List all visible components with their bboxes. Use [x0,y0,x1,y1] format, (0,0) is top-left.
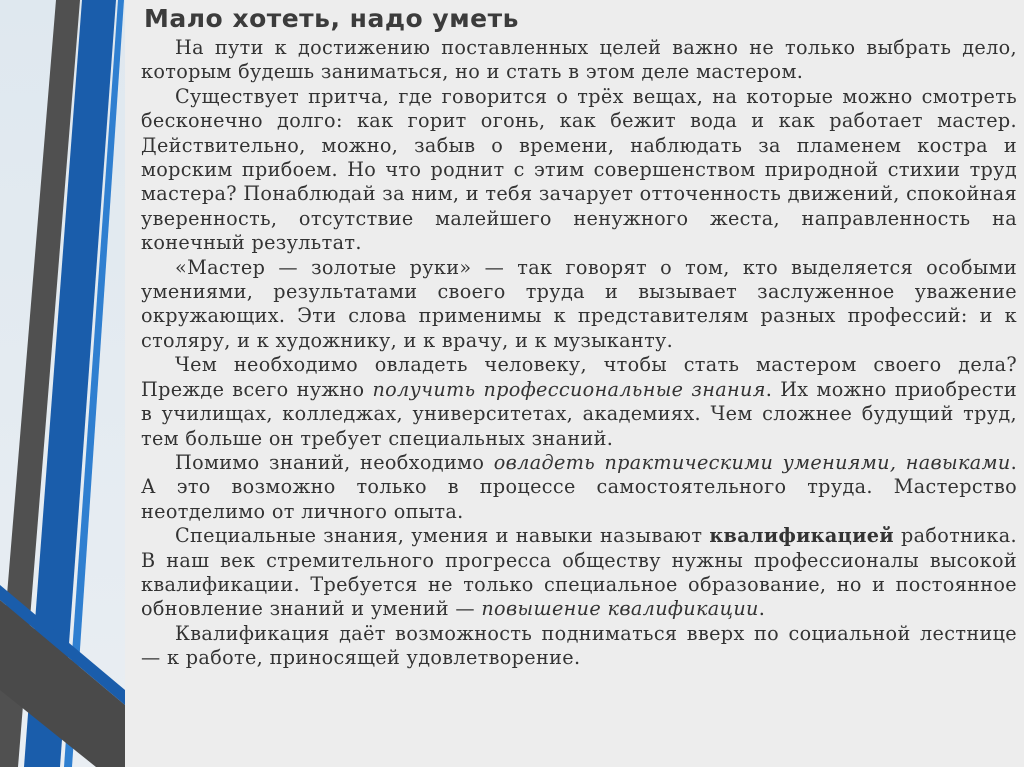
bold-term: квалификацией [709,524,894,548]
paragraph [141,353,1017,451]
italic-term: повышение квалификации [481,597,759,621]
paragraph [141,36,1017,85]
italic-term: получить профессиональные знания [372,377,766,401]
paragraph [141,622,1017,671]
text-run: Специальные знания, умения и навыки называют [175,524,710,548]
text-run: Чем необходимо овладеть человеку, чтобы стать мастером своего дела? Прежде всего нужно [141,353,1017,401]
text-run: Существует притча, где говорится о трёх вещах, на которые можно смотреть бесконечно долго: как горит огонь, как бежит вода и как работает мастер. Действительно, можно, забыв о времени, наблюдать за пламенем костра и морским прибоем. Но что роднит с этим совершенством природной стихии труд мастера? Понаблюдай за ним, и тебя зачарует отточенность движений, спокойная уверенность, отсутствие малейшего ненужного жеста, направленность на конечный результат. [141,84,1018,255]
text-run: . [758,597,766,621]
body-text [141,36,1017,671]
text-run: «Мастер — золотые руки» — так говорят о том, кто выделяется особыми умениями, результатами своего труда и вызывает заслуженное уважение окружающих. Эти слова применимы к представителям разных профессий: и к столяру, и к художнику, и к врачу, и к музыканту. [141,255,1017,352]
text-run: работника. В наш век стремительного прогресса обществу нужны профессионалы высокой квалификации. Требуется не только специальное образование, но и постоянное обновление знаний и умений — [141,524,1017,621]
paragraph [141,524,1017,622]
text-run: На пути к достижению поставленных целей важно не только выбрать дело, которым будешь заниматься, но и стать в этом деле мастером. [141,36,1017,84]
decorative-stripes [0,0,140,767]
text-run: . А это возможно только в процессе самостоятельного труда. Мастерство неотделимо от личного опыта. [141,450,1018,523]
page-title: Мало хотеть, надо уметь [144,4,519,33]
text-run: . Их можно приобрести в училищах, колледжах, университетах, академиях. Чем сложнее будущий труд, тем больше он требует специальных знаний. [141,377,1017,450]
italic-term: овладеть практическими умениями, навыками [493,450,1011,474]
paragraph [141,451,1017,524]
paragraph [141,85,1017,256]
text-run: Квалификация даёт возможность подниматься вверх по социальной лестнице — к работе, приносящей удовлетворение. [141,621,1017,670]
paragraph [141,256,1017,354]
text-run: Помимо знаний, необходимо [175,450,494,474]
